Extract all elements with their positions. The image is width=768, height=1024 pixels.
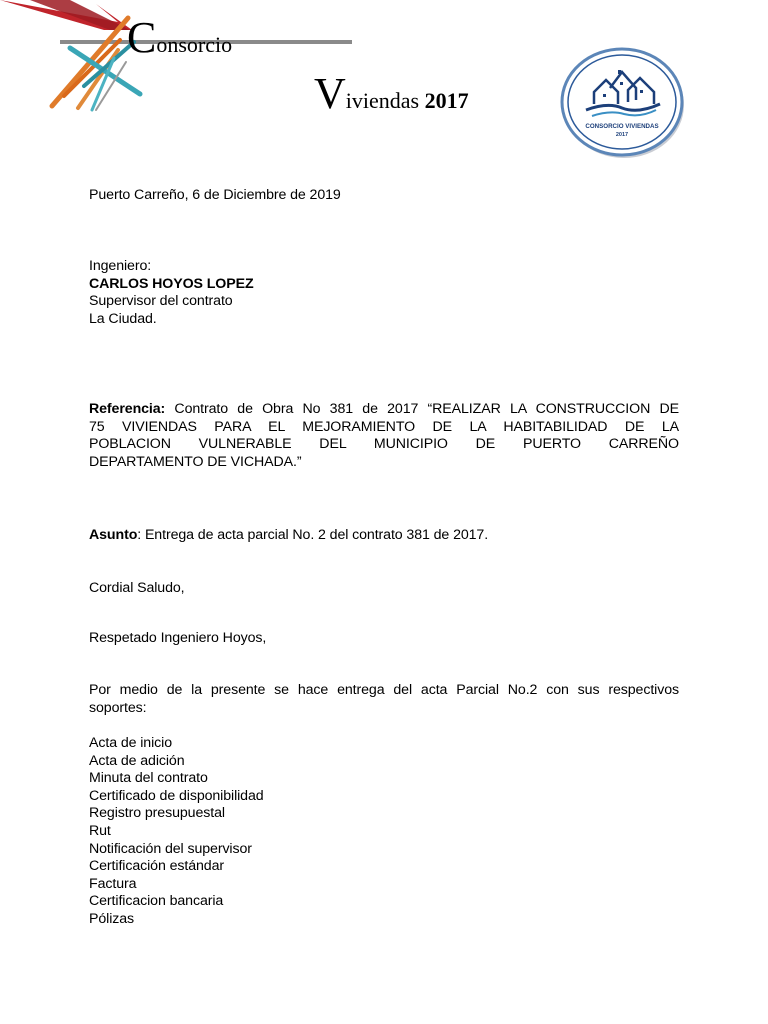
greeting: Cordial Saludo, xyxy=(89,580,185,596)
consorcio-wordmark xyxy=(127,13,233,62)
list-item: Minuta del contrato xyxy=(89,770,208,787)
list-item: Factura xyxy=(89,875,137,892)
seal-text-line2: 2017 xyxy=(615,132,629,138)
attachments-list xyxy=(89,735,679,929)
red-swoosh-accent xyxy=(30,0,130,30)
recipient-block xyxy=(89,258,679,328)
recipient-role: Supervisor del contrato xyxy=(89,293,233,309)
reference-label: Referencia: xyxy=(89,401,166,417)
body-line-1: Por medio de la presente se hace entrega del acta Parcial No.2 con sus respectivos xyxy=(89,682,679,698)
recipient-city: La Ciudad. xyxy=(89,310,157,327)
viviendas-initial: V xyxy=(314,69,346,118)
list-item: Notificación del supervisor xyxy=(89,840,252,857)
list-item: Certificación estándar xyxy=(89,858,225,875)
reference-line-1: Referencia: Contrato de Obra No 381 de 2017 “REALIZAR LA CONSTRUCCION DE xyxy=(89,401,679,417)
list-item: Certificacion bancaria xyxy=(89,893,224,910)
list-item: Acta de adición xyxy=(89,752,185,769)
seal-text-line1: CONSORCIO VIVIENDAS xyxy=(585,123,659,130)
body-paragraph xyxy=(89,682,679,717)
reference-line-4: DEPARTAMENTO DE VICHADA.” xyxy=(89,453,302,470)
list-item: Pólizas xyxy=(89,910,135,927)
reference-line-3: POBLACION VULNERABLE DEL MUNICIPIO DE PUERTO CARREÑO xyxy=(89,436,679,452)
consorcio-initial: C xyxy=(127,13,157,62)
viviendas-year: 2017 xyxy=(424,88,469,113)
list-item: Acta de inicio xyxy=(89,735,172,751)
body-line-2: soportes: xyxy=(89,699,147,716)
consorcio-seal-logo xyxy=(558,44,686,160)
list-item: Registro presupuestal xyxy=(89,805,225,822)
consorcio-rest: onsorcio xyxy=(156,32,233,57)
subject-line: Asunto: Entrega de acta parcial No. 2 del contrato 381 de 2017. xyxy=(89,527,489,543)
viviendas-wordmark xyxy=(314,69,469,118)
reference-paragraph xyxy=(89,401,679,471)
recipient-title: Ingeniero: xyxy=(89,258,152,274)
reference-line-2: 75 VIVIENDAS PARA EL MEJORAMIENTO DE LA HABITABILIDAD DE LA xyxy=(89,418,679,435)
list-item: Certificado de disponibilidad xyxy=(89,787,264,804)
salutation: Respetado Ingeniero Hoyos, xyxy=(89,630,267,646)
date-line: Puerto Carreño, 6 de Diciembre de 2019 xyxy=(89,187,341,203)
viviendas-rest: iviendas xyxy=(345,88,420,113)
list-item: Rut xyxy=(89,822,111,839)
subject-label: Asunto xyxy=(89,527,138,543)
recipient-name: CARLOS HOYOS LOPEZ xyxy=(89,275,254,292)
